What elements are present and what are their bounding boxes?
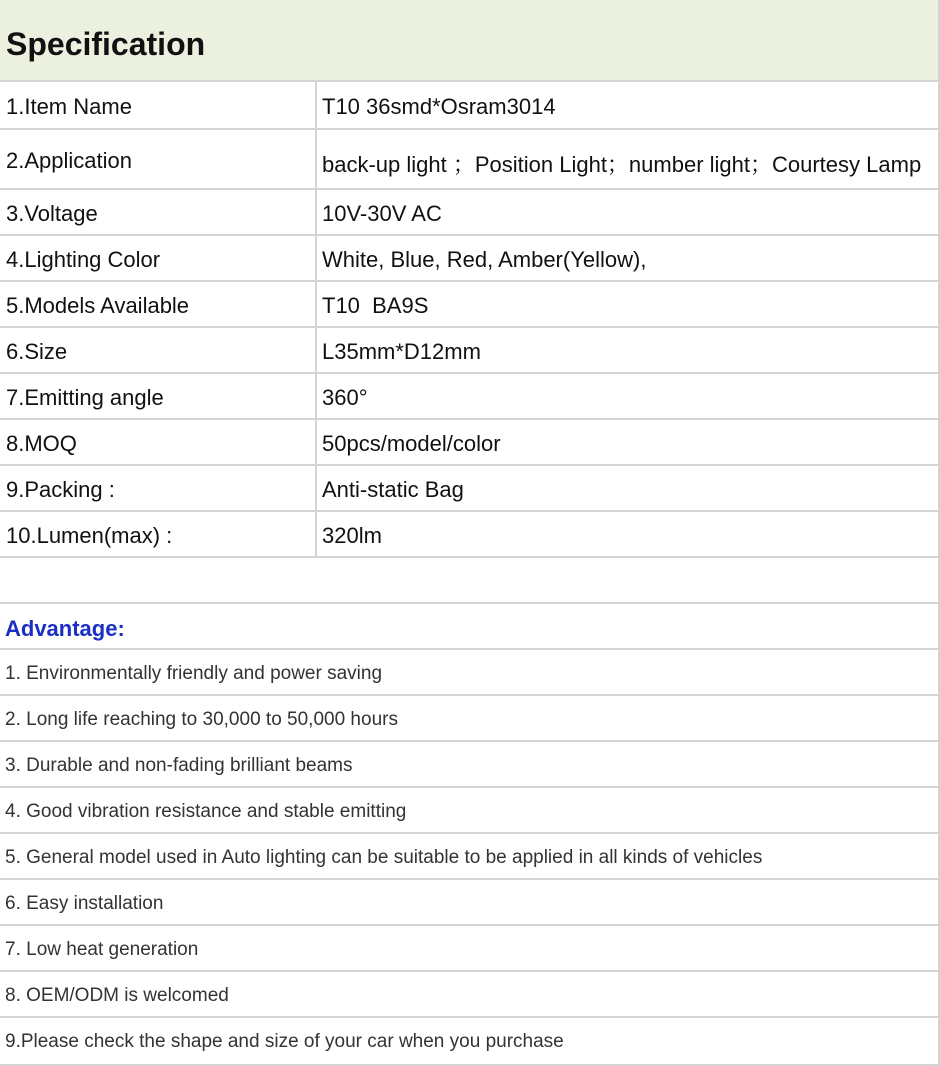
spec-value: back-up light ；Position Light；number light；Courtesy Lamp — [322, 152, 922, 177]
advantage-text: 3. Durable and non-fading brilliant beams — [5, 755, 353, 776]
spec-key: 8.MOQ — [6, 431, 77, 456]
column-divider — [315, 82, 317, 128]
spec-key: 1.Item Name — [6, 94, 132, 119]
spec-row-application — [0, 130, 938, 190]
advantage-item — [0, 972, 938, 1018]
title-band — [0, 0, 938, 82]
advantage-item — [0, 788, 938, 834]
advantage-item — [0, 880, 938, 926]
spec-row-moq — [0, 420, 938, 466]
column-divider — [315, 190, 317, 234]
page-title: Specification — [6, 26, 206, 62]
spec-value: T10 BA9S — [322, 293, 429, 318]
advantage-item — [0, 742, 938, 788]
advantage-text: 9.Please check the shape and size of your car when you purchase — [5, 1031, 564, 1052]
spec-row-voltage — [0, 190, 938, 236]
advantage-item — [0, 926, 938, 972]
spec-row-packing — [0, 466, 938, 512]
column-divider — [315, 328, 317, 372]
advantage-item — [0, 650, 938, 696]
column-divider — [315, 466, 317, 510]
spec-value: T10 36smd*Osram3014 — [322, 94, 556, 119]
column-divider — [315, 512, 317, 556]
advantage-text: 5. General model used in Auto lighting can be suitable to be applied in all kinds of vehicles — [5, 847, 763, 868]
spec-value: White, Blue, Red, Amber(Yellow), — [322, 247, 647, 272]
spec-key: 4.Lighting Color — [6, 247, 161, 272]
column-divider — [315, 420, 317, 464]
spec-row-lumen — [0, 512, 938, 558]
advantage-text: 6. Easy installation — [5, 893, 164, 914]
spec-key: 10.Lumen(max) : — [6, 523, 173, 548]
advantage-header-row — [0, 604, 938, 650]
column-divider — [315, 236, 317, 280]
column-divider — [315, 374, 317, 418]
blank-row — [0, 558, 938, 604]
spec-value: 50pcs/model/color — [322, 431, 501, 456]
advantage-text: 2. Long life reaching to 30,000 to 50,000 hours — [5, 709, 398, 730]
spec-key: 5.Models Available — [6, 293, 190, 318]
spec-value: 360° — [322, 385, 368, 410]
column-divider — [315, 282, 317, 326]
advantage-item — [0, 834, 938, 880]
spec-row-item-name — [0, 82, 938, 130]
advantage-text: 4. Good vibration resistance and stable emitting — [5, 801, 407, 822]
advantage-heading: Advantage: — [5, 616, 125, 641]
spec-key: 6.Size — [6, 339, 68, 364]
spec-value: Anti-static Bag — [322, 477, 464, 502]
spec-key: 2.Application — [6, 148, 132, 173]
spec-key: 3.Voltage — [6, 201, 98, 226]
advantage-text: 1. Environmentally friendly and power saving — [5, 663, 383, 684]
spec-row-lighting-color — [0, 236, 938, 282]
spec-key: 7.Emitting angle — [6, 385, 164, 410]
spec-row-size — [0, 328, 938, 374]
advantage-item — [0, 1018, 938, 1064]
spec-value: L35mm*D12mm — [322, 339, 481, 364]
spec-value: 320lm — [322, 523, 382, 548]
advantage-item — [0, 696, 938, 742]
spec-key: 9.Packing : — [6, 477, 115, 502]
spec-value: 10V-30V AC — [322, 201, 442, 226]
advantage-text: 7. Low heat generation — [5, 939, 199, 960]
spec-row-models-available — [0, 282, 938, 328]
column-divider — [315, 130, 317, 188]
spec-row-emitting-angle — [0, 374, 938, 420]
advantage-text: 8. OEM/ODM is welcomed — [5, 985, 229, 1006]
